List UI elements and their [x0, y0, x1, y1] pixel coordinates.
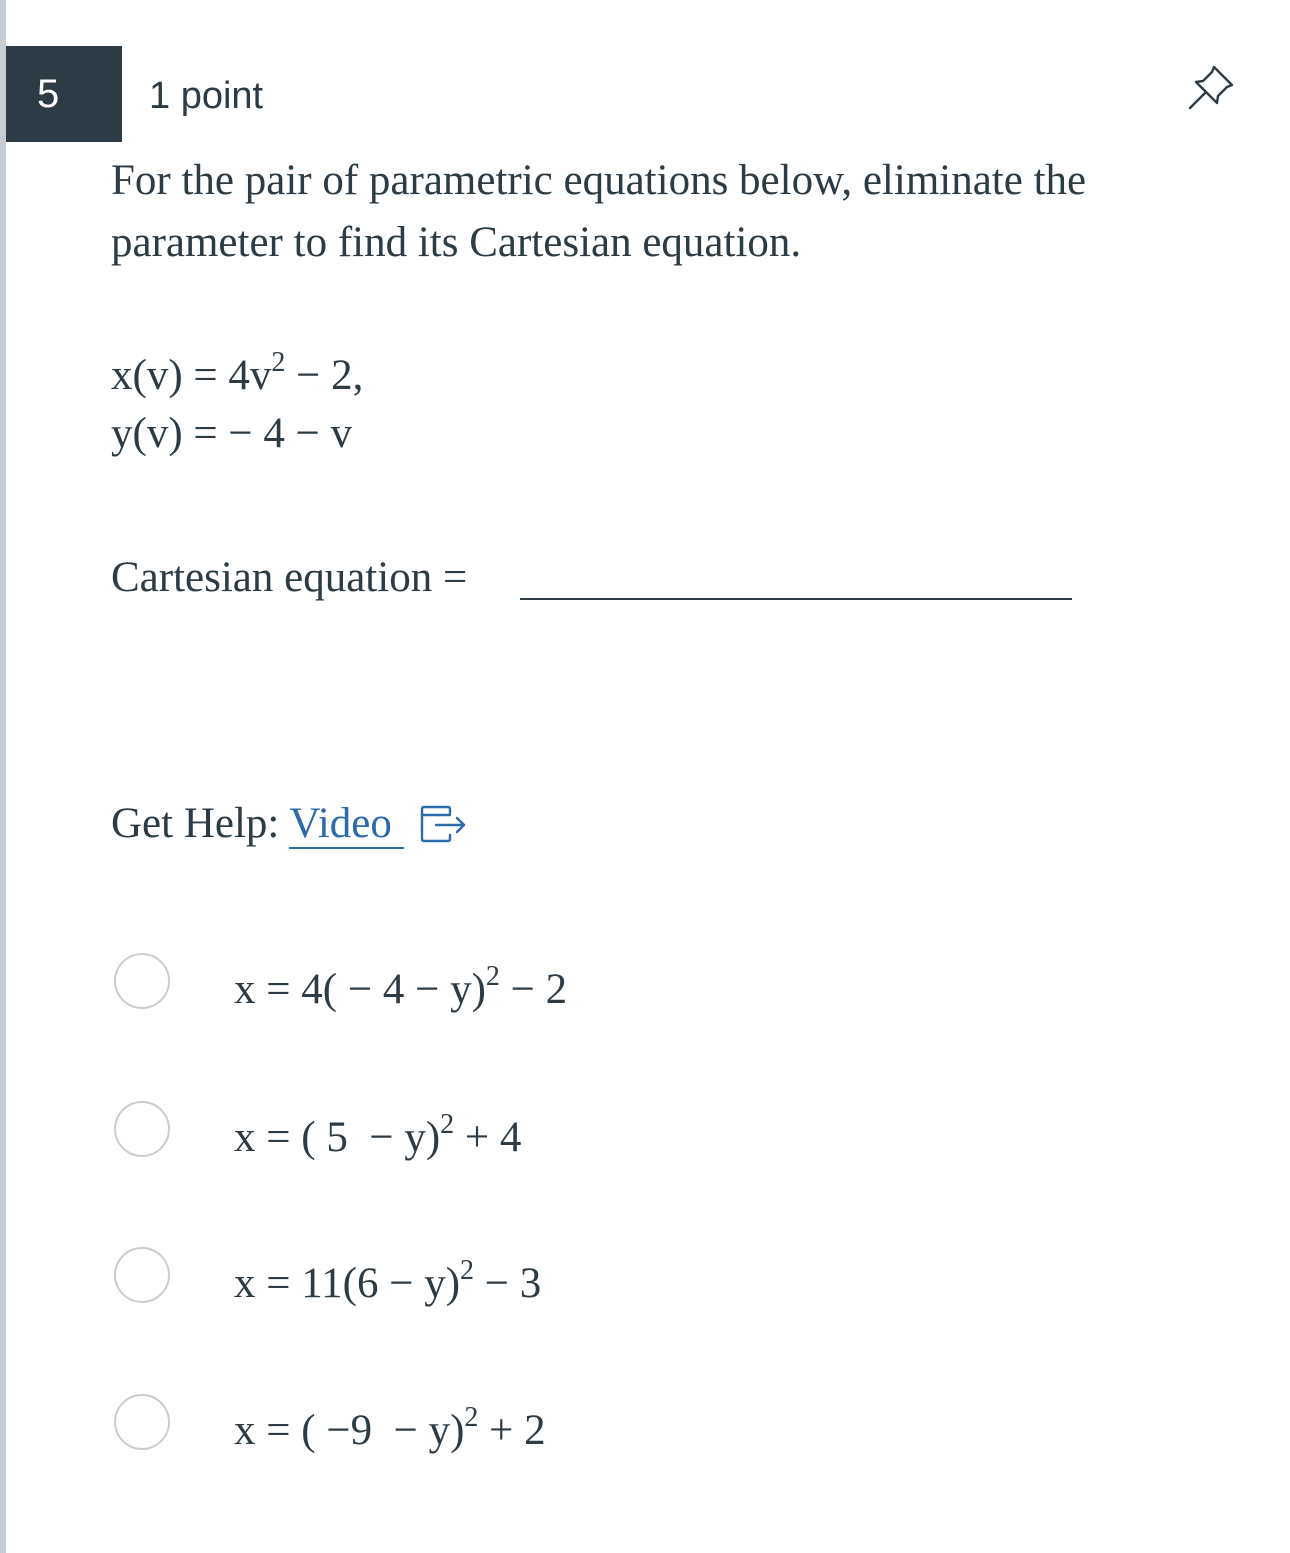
question-number-badge — [6, 46, 122, 142]
option-base: x = ( 5 − y) — [234, 1114, 441, 1161]
answer-option[interactable] — [114, 1394, 1014, 1474]
question-number: 5 — [37, 72, 60, 116]
option-base: x = 4( − 4 − y) — [234, 966, 486, 1013]
option-exponent: 2 — [485, 961, 500, 992]
pin-icon — [1183, 62, 1237, 116]
external-link-icon[interactable] — [420, 805, 468, 845]
question-points: 1 point — [149, 75, 264, 117]
question-prompt: For the pair of parametric equations below, eliminate the parameter to find its Cartesian equation. — [111, 157, 1087, 266]
answer-option-text — [234, 945, 567, 1035]
option-exponent: 2 — [440, 1109, 455, 1140]
equation-x-rhs: − 2, — [285, 352, 364, 399]
option-tail: + 4 — [454, 1114, 522, 1161]
get-help-label: Get Help: — [111, 800, 280, 847]
radio-button[interactable] — [114, 1247, 170, 1303]
radio-button[interactable] — [114, 1394, 170, 1450]
video-link[interactable]: Video — [289, 800, 404, 849]
option-tail: + 2 — [478, 1407, 546, 1454]
left-rule — [0, 0, 6, 1553]
answer-option[interactable] — [114, 1101, 1014, 1181]
get-help — [111, 796, 468, 852]
option-exponent: 2 — [464, 1402, 479, 1433]
equation-x-lhs: x(v) = 4v — [111, 352, 272, 399]
answer-option-text — [234, 1093, 521, 1183]
equation-x-exponent: 2 — [271, 347, 286, 378]
option-base: x = ( −9 − y) — [234, 1407, 465, 1454]
radio-button[interactable] — [114, 953, 170, 1009]
option-tail: − 2 — [499, 966, 568, 1013]
answer-option-text — [234, 1239, 541, 1329]
radio-button[interactable] — [114, 1101, 170, 1157]
equation-y: y(v) = − 4 − v — [111, 410, 353, 457]
option-base: x = 11(6 − y) — [234, 1260, 461, 1307]
answer-blank — [520, 598, 1072, 600]
answer-option[interactable] — [114, 953, 1014, 1033]
answer-option[interactable] — [114, 1247, 1014, 1327]
option-tail: − 3 — [474, 1260, 542, 1307]
cartesian-label: Cartesian equation = — [111, 554, 468, 601]
option-exponent: 2 — [460, 1255, 475, 1286]
answer-option-text — [234, 1386, 546, 1476]
equation-x — [111, 347, 364, 402]
pin-question-button[interactable] — [1183, 62, 1237, 116]
